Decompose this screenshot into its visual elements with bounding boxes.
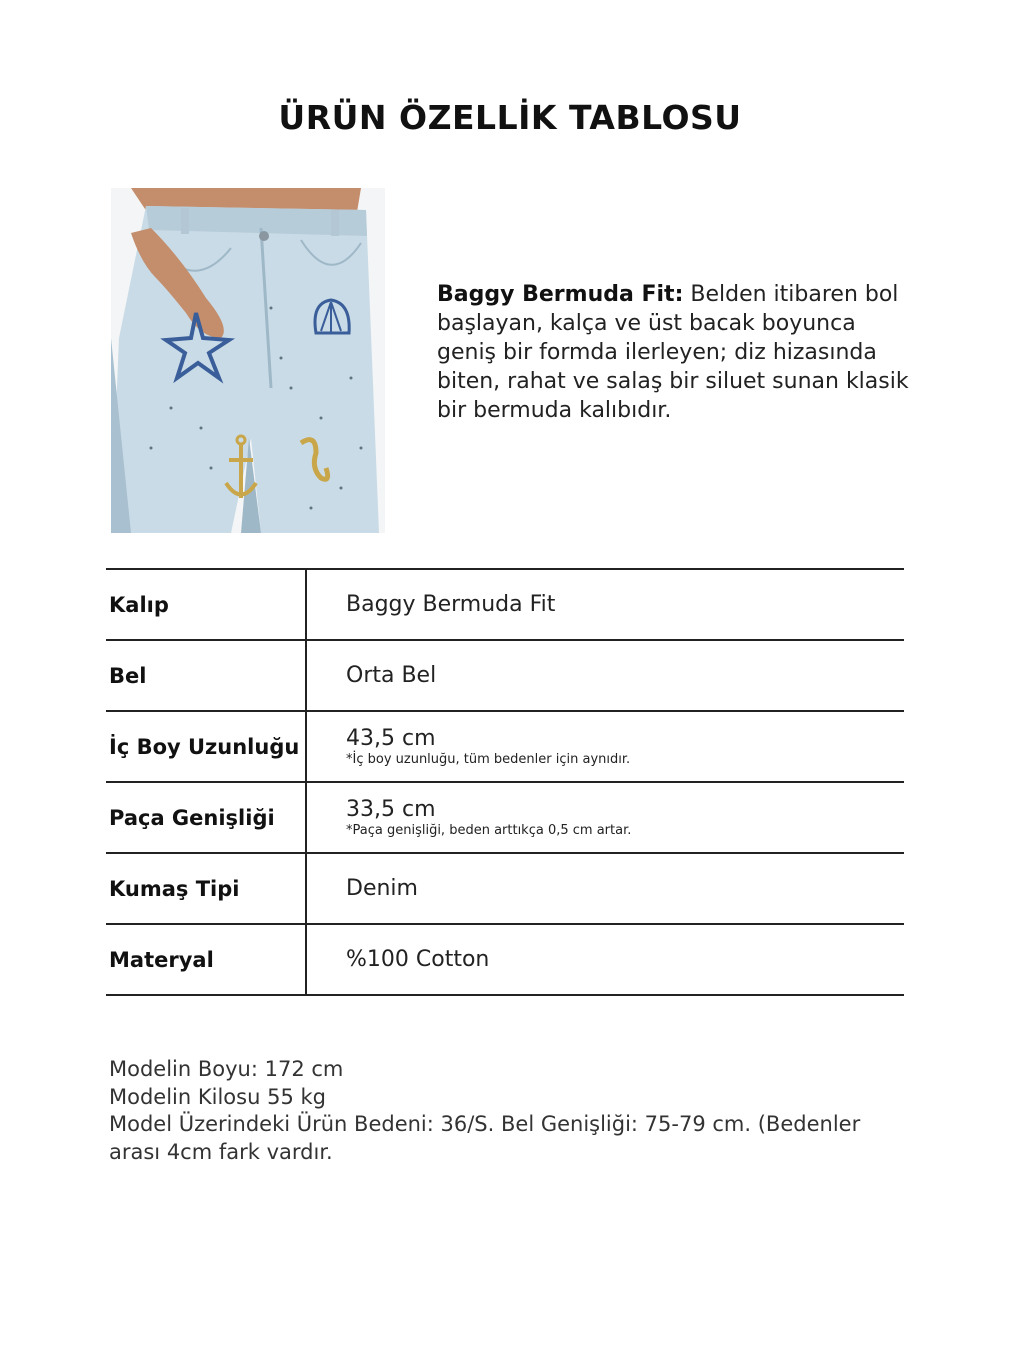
spec-value: Denim (346, 876, 418, 901)
spec-row-ic-boy (106, 712, 904, 783)
spec-value: 33,5 cm (346, 797, 436, 822)
model-info (109, 1056, 899, 1166)
spec-value-cell (307, 925, 904, 994)
model-weight: Modelin Kilosu 55 kg (109, 1084, 326, 1109)
fit-description (437, 280, 917, 425)
spec-value-cell (307, 783, 904, 852)
spec-value: Baggy Bermuda Fit (346, 592, 556, 617)
spec-row-bel (106, 641, 904, 712)
spec-value-cell (307, 712, 904, 781)
model-height: Modelin Boyu: 172 cm (109, 1057, 344, 1081)
spec-note: *Paça genişliği, beden arttıkça 0,5 cm artar. (346, 823, 632, 838)
spec-value: %100 Cotton (346, 947, 490, 972)
spec-label: İç Boy Uzunluğu (106, 712, 307, 781)
spec-table (106, 568, 904, 996)
spec-row-kalip (106, 570, 904, 641)
spec-row-materyal (106, 925, 904, 996)
spec-label: Materyal (106, 925, 307, 994)
product-photo (111, 188, 385, 533)
spec-value: Orta Bel (346, 663, 437, 688)
model-size: Model Üzerindeki Ürün Bedeni: 36/S. Bel Genişliği: 75-79 cm. (Bedenler arası 4cm fark vardır. (109, 1112, 861, 1164)
spec-row-kumas (106, 854, 904, 925)
fit-description-text: Belden itibaren bol başlayan, kalça ve üst bacak boyunca geniş bir formda ilerleyen; diz hizasında biten, rahat ve salaş bir siluet sunan klasik bir bermuda kalıbıdır. (437, 282, 909, 423)
denim-shorts-image (111, 188, 385, 533)
spec-label: Kalıp (106, 570, 307, 639)
spec-label: Kumaş Tipi (106, 854, 307, 923)
spec-note: *İç boy uzunluğu, tüm bedenler için aynıdır. (346, 752, 631, 767)
spec-row-paca (106, 783, 904, 854)
spec-value: 43,5 cm (346, 726, 436, 751)
spec-value-cell (307, 570, 904, 639)
page-title: ÜRÜN ÖZELLİK TABLOSU (278, 98, 742, 137)
spec-value-cell (307, 641, 904, 710)
spec-label: Bel (106, 641, 307, 710)
spec-label: Paça Genişliği (106, 783, 307, 852)
spec-value-cell (307, 854, 904, 923)
fit-description-label: Baggy Bermuda Fit: (437, 282, 684, 307)
